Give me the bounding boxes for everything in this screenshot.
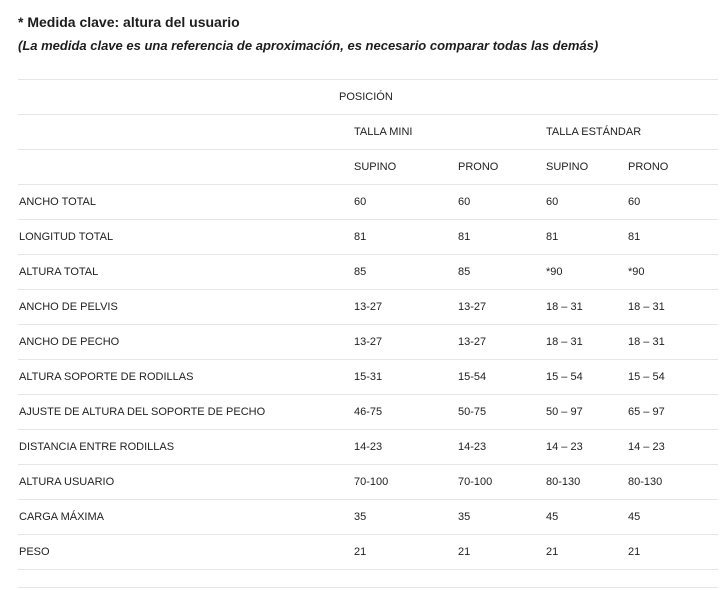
table-cell: 50 – 97 [530, 395, 612, 430]
table-cell: 60 [442, 185, 530, 220]
table-cell: 21 [612, 535, 718, 570]
table-cell: 46-75 [338, 395, 442, 430]
table-cell: 85 [338, 255, 442, 290]
position-header: POSICIÓN [338, 80, 718, 115]
table-cell: 81 [530, 220, 612, 255]
table-cell: 85 [442, 255, 530, 290]
table-cell: 50-75 [442, 395, 530, 430]
table-cell: 18 – 31 [530, 290, 612, 325]
table-cell: 45 [612, 500, 718, 535]
row-label: AJUSTE DE ALTURA DEL SOPORTE DE PECHO [18, 395, 338, 430]
table-cell: 60 [612, 185, 718, 220]
table-cell: 65 – 97 [612, 395, 718, 430]
table-row [18, 220, 718, 255]
table-cell: 13-27 [338, 325, 442, 360]
table-cell: 21 [442, 535, 530, 570]
table-cell: *90 [530, 255, 612, 290]
table-cell: 81 [338, 220, 442, 255]
table-cell: 81 [612, 220, 718, 255]
table-cell: 80-130 [612, 465, 718, 500]
row-label: DISTANCIA ENTRE RODILLAS [18, 430, 338, 465]
table-row [18, 535, 718, 570]
table-cell: 70-100 [338, 465, 442, 500]
key-measure-title: * Medida clave: altura del usuario [18, 14, 240, 30]
row-label: ALTURA SOPORTE DE RODILLAS [18, 360, 338, 395]
table-row [18, 500, 718, 535]
posture-header-mini-supino: SUPINO [338, 150, 442, 185]
table-cell: 45 [530, 500, 612, 535]
table-row [18, 290, 718, 325]
table-spacer-row [18, 570, 718, 588]
table-cell: 13-27 [338, 290, 442, 325]
table-row [18, 360, 718, 395]
table-cell: *90 [612, 255, 718, 290]
table-cell: 35 [442, 500, 530, 535]
row-label: CARGA MÁXIMA [18, 500, 338, 535]
table-cell: 18 – 31 [612, 290, 718, 325]
table-cell: 14-23 [442, 430, 530, 465]
table-cell: 80-130 [530, 465, 612, 500]
table-row [18, 395, 718, 430]
header-row-size [18, 115, 718, 150]
table-cell: 70-100 [442, 465, 530, 500]
table-cell: 13-27 [442, 325, 530, 360]
table-cell: 14 – 23 [530, 430, 612, 465]
posture-header-standard-supino: SUPINO [530, 150, 612, 185]
row-label: ANCHO TOTAL [18, 185, 338, 220]
table-cell: 14 – 23 [612, 430, 718, 465]
row-label: ALTURA USUARIO [18, 465, 338, 500]
table-cell: 15 – 54 [612, 360, 718, 395]
table-cell: 15-54 [442, 360, 530, 395]
size-header-mini: TALLA MINI [338, 115, 530, 150]
table-cell: 35 [338, 500, 442, 535]
size-header-standard: TALLA ESTÁNDAR [530, 115, 718, 150]
table-cell: 60 [338, 185, 442, 220]
table-row [18, 255, 718, 290]
table-cell: 14-23 [338, 430, 442, 465]
row-label: LONGITUD TOTAL [18, 220, 338, 255]
table-row [18, 465, 718, 500]
posture-header-mini-prono: PRONO [442, 150, 530, 185]
table-cell: 21 [338, 535, 442, 570]
table-cell: 21 [530, 535, 612, 570]
table-row [18, 430, 718, 465]
row-label: ANCHO DE PECHO [18, 325, 338, 360]
table-cell: 15-31 [338, 360, 442, 395]
header-row-position [18, 80, 718, 115]
key-measure-note: (La medida clave es una referencia de aproximación, es necesario comparar todas las demás) [18, 38, 599, 53]
row-label: PESO [18, 535, 338, 570]
specs-table [18, 79, 718, 588]
table-cell: 81 [442, 220, 530, 255]
row-label: ANCHO DE PELVIS [18, 290, 338, 325]
table-cell: 18 – 31 [612, 325, 718, 360]
table-row [18, 325, 718, 360]
table-cell: 60 [530, 185, 612, 220]
table-cell: 18 – 31 [530, 325, 612, 360]
header-row-posture [18, 150, 718, 185]
row-label: ALTURA TOTAL [18, 255, 338, 290]
table-cell: 13-27 [442, 290, 530, 325]
table-cell: 15 – 54 [530, 360, 612, 395]
posture-header-standard-prono: PRONO [612, 150, 718, 185]
table-row [18, 185, 718, 220]
